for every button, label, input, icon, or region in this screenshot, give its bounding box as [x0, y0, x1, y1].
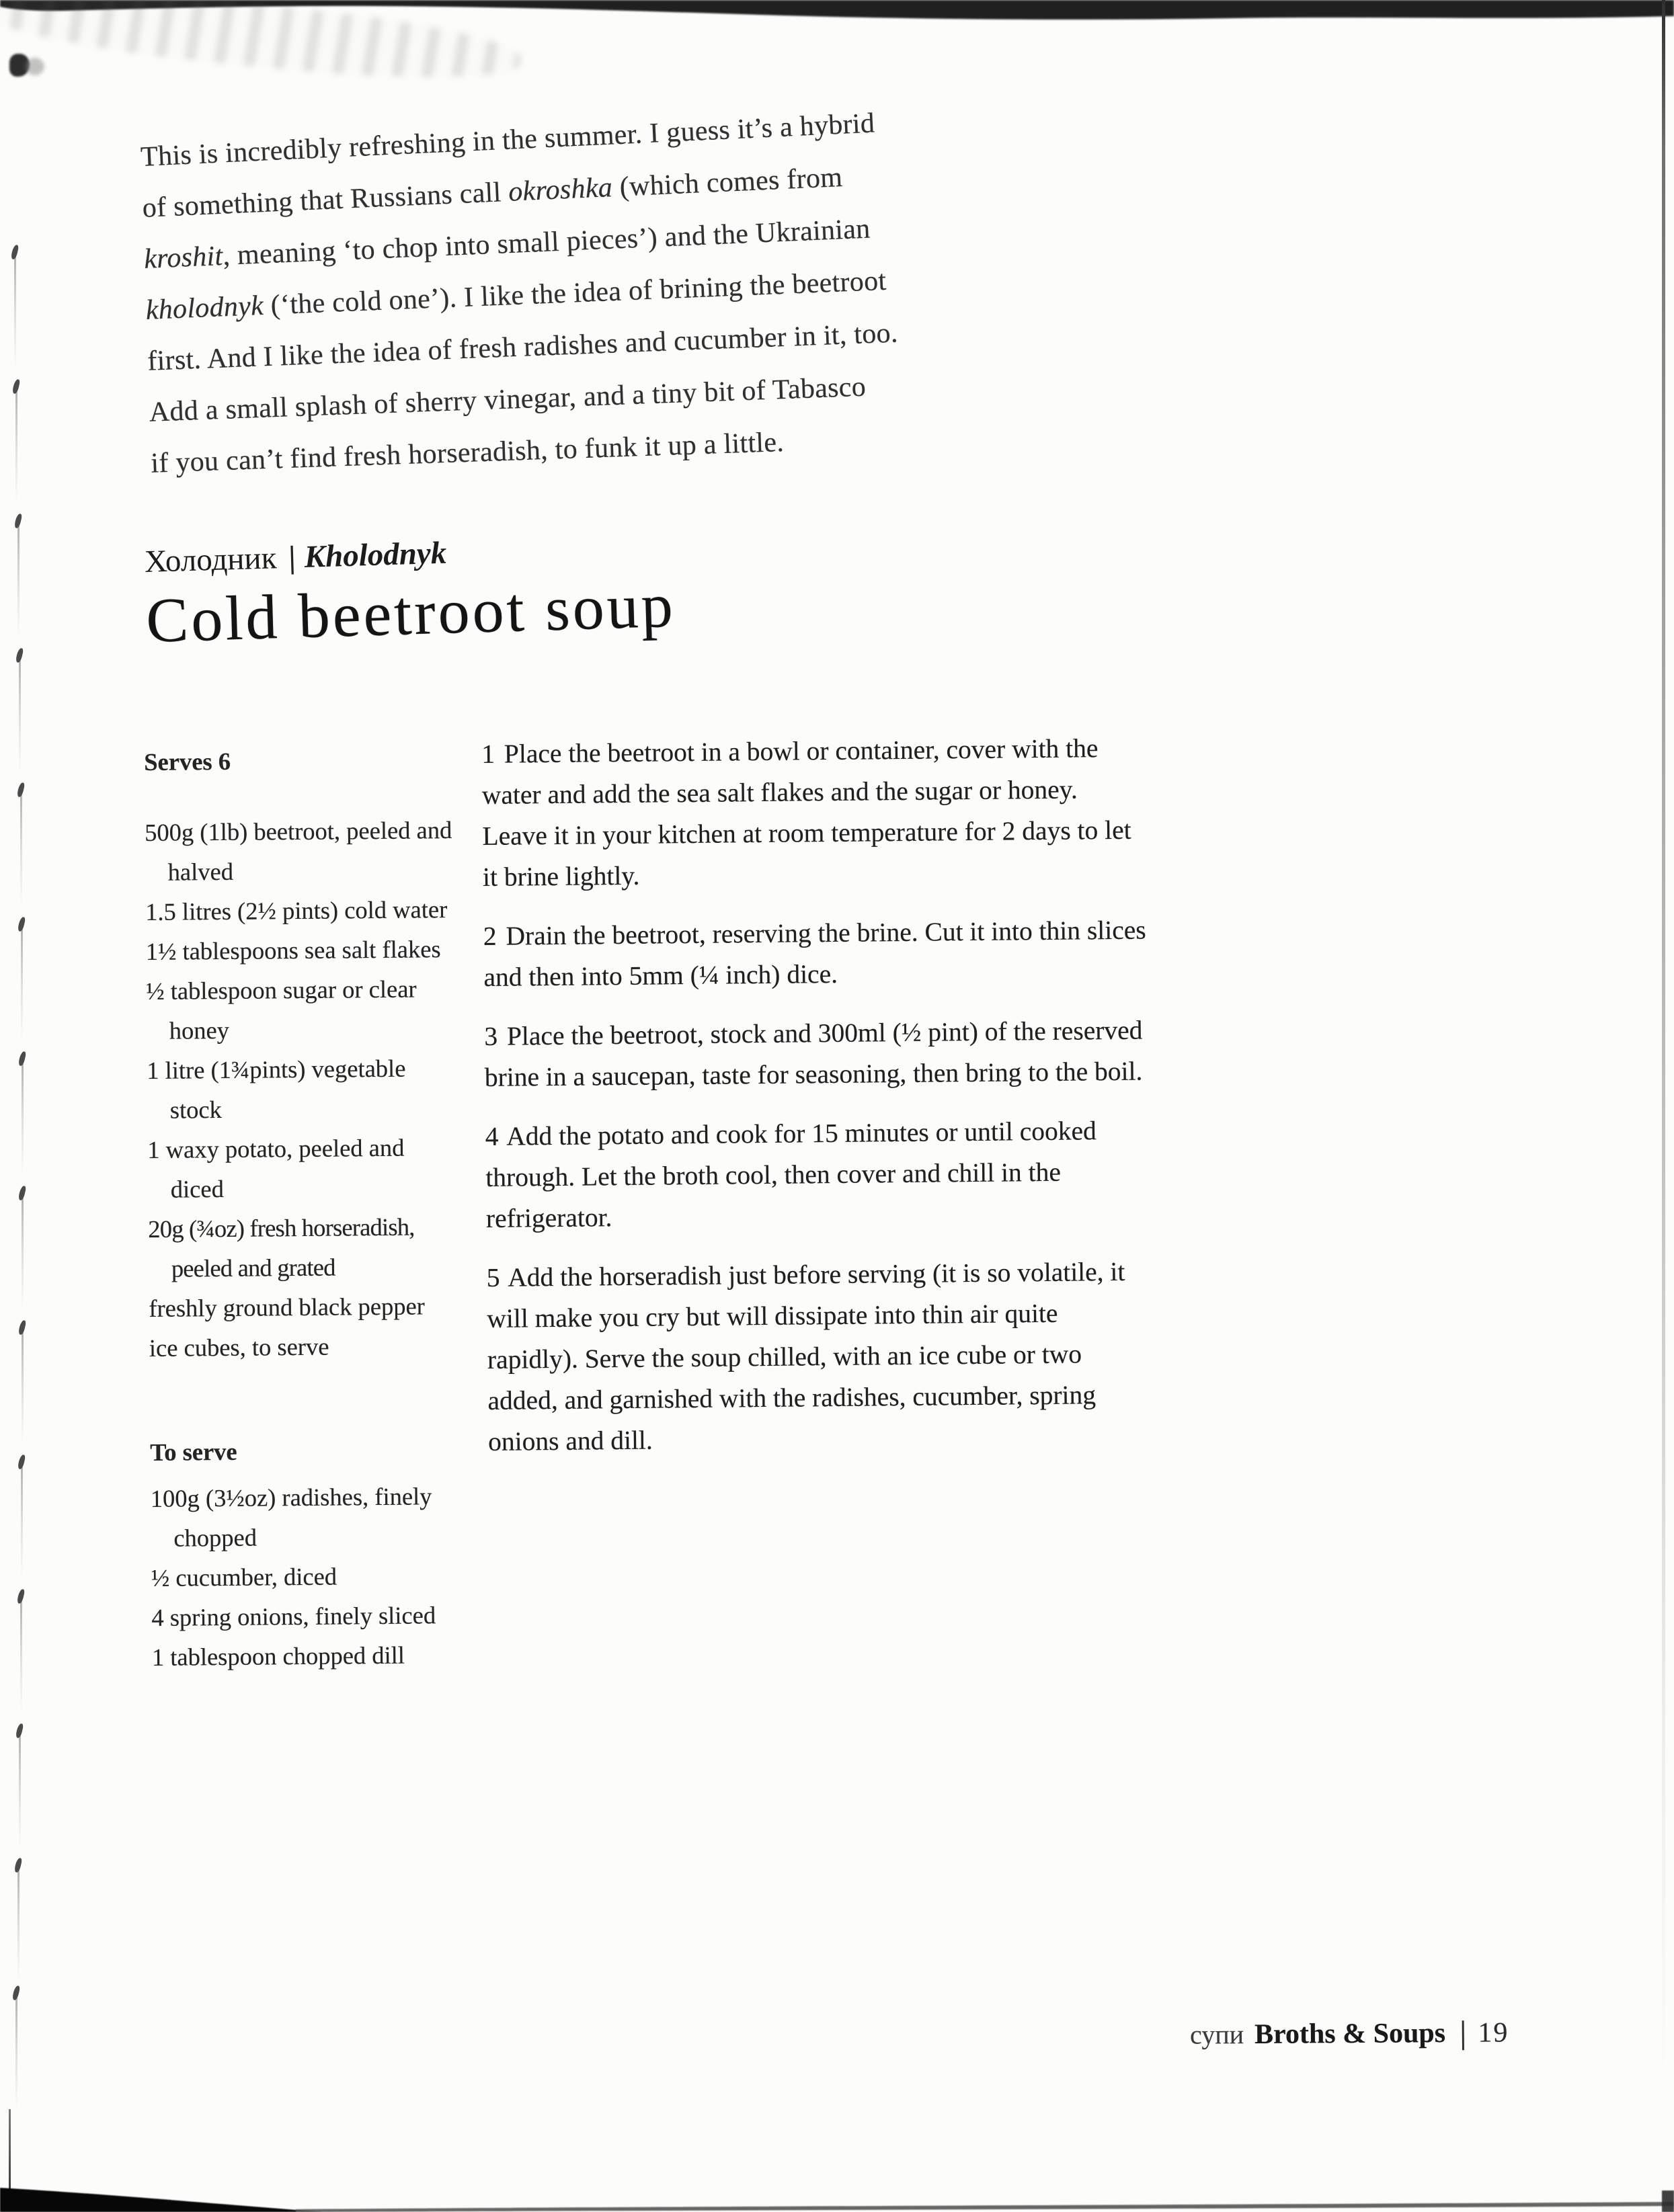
intro-italic-term: kroshit [143, 240, 224, 275]
method-step: 4 Add the potato and cook for 15 minutes or until cooked through. Let the broth cool, then cover and chill in the refrigerator. [485, 1116, 1097, 1233]
title-separator: | [286, 540, 297, 575]
step-number: 5 [486, 1262, 500, 1293]
scan-page-edge-tick [20, 1593, 22, 1713]
scan-corner-blob-light [26, 58, 44, 75]
ingredient-item: freshly ground black pepper [149, 1292, 425, 1322]
scan-page-edge-tick [14, 249, 16, 368]
step-number: 2 [483, 921, 497, 951]
intro-italic-term: kholodnyk [145, 290, 264, 326]
recipe-title: Cold beetroot soup [145, 570, 677, 656]
intro-text: of something that Russians call [141, 176, 510, 224]
to-serve-item: ½ cucumber, diced [151, 1562, 337, 1592]
ingredients-column [144, 739, 468, 1677]
title-block [144, 526, 676, 655]
method-steps [481, 727, 1154, 1480]
intro-text: first. And I like the idea of fresh radishes and cucumber in it, too. [147, 317, 899, 377]
scan-page-edge-tick [22, 1190, 24, 1309]
scan-page-edge-tick [22, 1055, 24, 1175]
footer-divider: | [1459, 2015, 1467, 2051]
method-step: 3 Place the beetroot, stock and 300ml (½ pint) of the reserved brine in a saucepan, taste for seasoning, then bring to the boil. [484, 1015, 1143, 1092]
scan-right-page-edge [1662, 0, 1665, 2097]
step-number: 1 [481, 739, 495, 769]
scan-page-edge-tick [17, 1862, 19, 1981]
intro-text: Add a small splash of sherry vinegar, and a tiny bit of Tabasco [149, 371, 867, 428]
ingredient-item: 1½ tablespoons sea salt flakes [145, 935, 441, 965]
method-step: 1 Place the beetroot in a bowl or container, cover with the water and add the sea salt flakes and the sugar or honey. Leave it in your kitchen at room temperature for 2 days to let it brine lightly. [481, 733, 1131, 892]
ingredient-item: 1 litre (1¾pints) vegetable stock [147, 1054, 406, 1124]
scan-bottom-edge-shadow [0, 2165, 1674, 2212]
recipe-title-cyrillic: Холодник [144, 540, 278, 579]
page-number: 19 [1477, 2017, 1509, 2049]
scan-page-edge-tick [15, 1990, 17, 2109]
scan-page-edge-tick [19, 652, 21, 772]
to-serve-heading: To serve [150, 1437, 237, 1466]
intro-paragraph [140, 96, 1227, 489]
scan-page-edge-tick [19, 1727, 21, 1847]
ingredient-item: ice cubes, to serve [149, 1332, 329, 1362]
scan-page-edge-tick [17, 518, 19, 637]
scan-page-edge-tick [20, 786, 22, 906]
method-step: 5 Add the horseradish just before serving (it is so volatile, it will make you cry but will dissipate into thin air quite rapidly). Serve the soup chilled, with an ice cube or two added, and garnished with the radishes, cucumber, spring onions and dill. [486, 1256, 1125, 1457]
scan-page-edge-tick [21, 921, 23, 1040]
method-step: 2 Drain the beetroot, reserving the brine. Cut it into thin slices and then into 5mm (¼ inch) dice. [483, 915, 1146, 992]
ingredient-item: ½ tablespoon sugar or clear honey [146, 975, 417, 1044]
to-serve-item: 1 tablespoon chopped dill [151, 1641, 405, 1671]
ingredient-item: 500g (1lb) beetroot, peeled and halved [144, 816, 452, 886]
intro-text: , meaning ‘to chop into small pieces’) and the Ukrainian [222, 213, 871, 272]
scan-page-edge-tick [22, 1324, 24, 1444]
scan-page-edge-tick [21, 1459, 23, 1578]
to-serve-item: 100g (3½oz) radishes, finely chopped [150, 1482, 432, 1552]
scan-page-edge-tick [15, 383, 17, 503]
ingredients-list [145, 810, 465, 1368]
intro-text: (which comes from [611, 161, 844, 204]
serves-label: Serves 6 [144, 747, 231, 776]
to-serve-list [151, 1476, 469, 1677]
intro-text: (‘the cold one’). I like the idea of brining the beetroot [263, 265, 887, 321]
intro-text: if you can’t find fresh horseradish, to funk it up a little. [150, 427, 785, 479]
step-number: 3 [484, 1021, 498, 1051]
step-number: 4 [485, 1121, 499, 1151]
recipe-title-transliteration: Kholodnyk [303, 535, 447, 575]
footer-section-label: Broths & Soups [1254, 2018, 1445, 2050]
ingredient-item: 20g (¾oz) fresh horseradish, peeled and grated [148, 1213, 415, 1282]
footer-section-cyrillic: супи [1189, 2019, 1244, 2050]
ingredient-item: 1.5 litres (2½ pints) cold water [145, 895, 448, 926]
to-serve-item: 4 spring onions, finely sliced [151, 1601, 436, 1631]
intro-italic-term: okroshka [508, 172, 613, 208]
page-footer [1189, 2016, 1509, 2051]
ingredient-item: 1 waxy potato, peeled and diced [147, 1133, 405, 1203]
intro-text: This is incredibly refreshing in the summer. I guess it’s a hybrid [140, 108, 876, 173]
